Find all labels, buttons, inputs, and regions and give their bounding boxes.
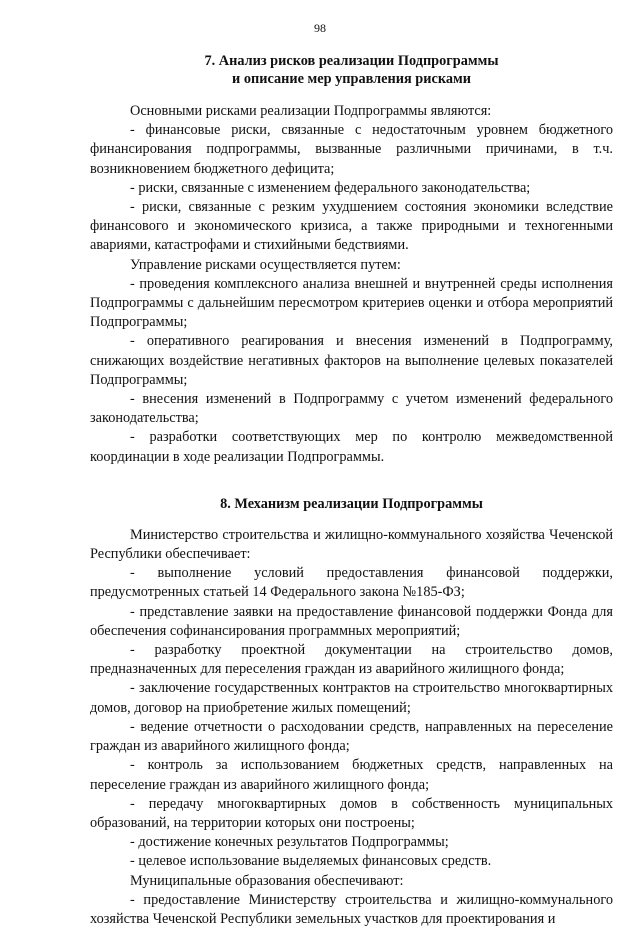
section-7-heading — [90, 0, 613, 88]
paragraph: - оперативного реагирования и внесения изменений в Подпрограмму, снижающих воздействие негативных факторов на выполнение целевых показателей Подпрограммы; — [90, 333, 613, 388]
paragraph: - представление заявки на предоставление финансовой поддержки Фонда для обеспечения софинансирования программных мероприятий; — [90, 603, 613, 639]
paragraph: Министерство строительства и жилищно-коммунального хозяйства Чеченской Республики обеспечивает: — [90, 526, 613, 563]
section-7-body — [90, 102, 613, 467]
paragraph: - достижение конечных результатов Подпрограммы; — [130, 834, 449, 851]
section-8-body — [90, 526, 613, 929]
section-8-heading: 8. Механизм реализации Подпрограммы — [220, 495, 483, 512]
paragraph: Управление рисками осуществляется путем: — [130, 256, 401, 273]
page-number: 98 — [314, 21, 326, 35]
paragraph: - риски, связанные с изменением федерального законодательства; — [130, 179, 531, 196]
paragraph: Муниципальные образования обеспечивают: — [130, 872, 404, 889]
paragraph: - контроль за использованием бюджетных средств, направленных на переселение граждан из аварийного жилищного фонда; — [90, 757, 613, 793]
section-7-title-line-1: 7. Анализ рисков реализации Подпрограммы — [204, 53, 499, 69]
paragraph: - разработку проектной документации на строительство домов, предназначенных для переселения граждан из аварийного жилищного фонда; — [90, 642, 613, 678]
paragraph: - финансовые риски, связанные с недостаточным уровнем бюджетного финансирования подпрограммы, вызванные различными причинами, в т.ч. возникновением бюджетного дефицита; — [90, 122, 613, 177]
paragraph: Основными рисками реализации Подпрограммы являются: — [130, 103, 492, 119]
paragraph: - целевое использование выделяемых финансовых средств. — [130, 853, 492, 870]
paragraph: - проведения комплексного анализа внешней и внутренней среды исполнения Подпрограммы с дальнейшим пересмотром критериев оценки и отбора мероприятий Подпрограммы; — [90, 275, 613, 331]
paragraph: - разработки соответствующих мер по контролю межведомственной координации в ходе реализации Подпрограммы. — [90, 429, 613, 465]
paragraph: - риски, связанные с резким ухудшением состояния экономики вследствие финансового и экономического кризиса, а также природными и техногенными авариями, катастрофами и стихийными бедствиями. — [90, 199, 613, 254]
paragraph: - выполнение условий предоставления финансовой поддержки, предусмотренных статьей 14 Федерального закона №185-ФЗ; — [90, 565, 613, 601]
paragraph: - передачу многоквартирных домов в собственность муниципальных образований, на территории которых они построены; — [90, 795, 613, 831]
paragraph: - предоставление Министерству строительства и жилищно-коммунального хозяйства Чеченской Республики земельных участков для проектирования и — [90, 891, 613, 927]
paragraph: - ведение отчетности о расходовании средств, направленных на переселение граждан из аварийного жилищного фонда; — [90, 718, 613, 755]
paragraph: - заключение государственных контрактов на строительство многоквартирных домов, договор на приобретение жилых помещений; — [90, 680, 613, 716]
paragraph: - внесения изменений в Подпрограмму с учетом изменений федерального законодательства; — [90, 391, 613, 427]
section-7-title-line-2: и описание мер управления рисками — [232, 71, 471, 87]
